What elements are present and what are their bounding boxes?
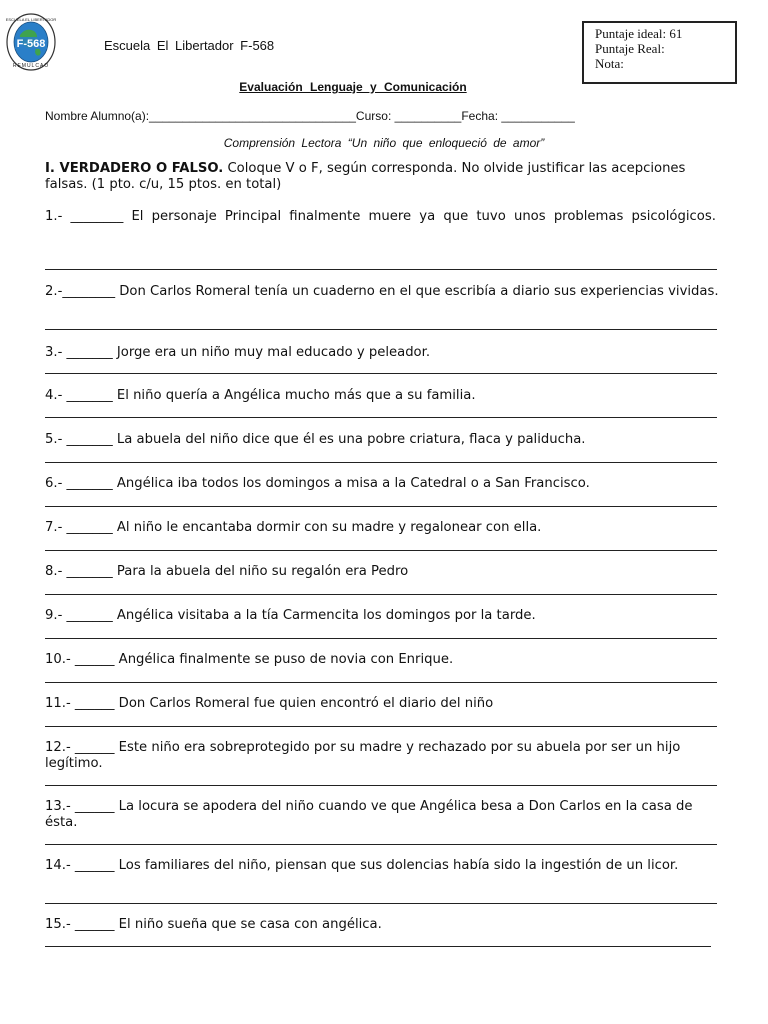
question-3: 3.- _______ Jorge era un niño muy mal educado y peleador. [45,345,431,360]
question-9: 9.- _______ Angélica visitaba a la tía Carmencita los domingos por la tarde. [45,608,536,623]
question-8: 8.- _______ Para la abuela del niño su regalón era Pedro [45,564,409,579]
answer-line-9[interactable] [45,638,717,639]
question-5: 5.- _______ La abuela del niño dice que él es una pobre criatura, flaca y paliducha. [45,432,586,447]
answer-line-6[interactable] [45,506,717,507]
answer-line-2[interactable] [45,329,717,330]
score-nota: Nota: [595,56,624,71]
answer-line-1[interactable] [45,269,717,270]
answer-line-3[interactable] [45,373,717,374]
section-instructions [45,161,725,193]
evaluation-title: Evaluación Lenguaje y Comunicación [239,80,467,94]
section-heading: I. VERDADERO O FALSO. [45,161,224,176]
logo-ring-bottom: REMULCAO [12,63,50,69]
question-4: 4.- _______ El niño quería a Angélica mucho más que a su familia. [45,388,476,403]
answer-line-15[interactable] [45,946,711,947]
answer-line-13[interactable] [45,844,717,845]
logo-ring-top: ESCUELA EL LIBERTADOR [6,17,56,22]
answer-line-8[interactable] [45,594,717,595]
score-ideal: Puntaje ideal: 61 [595,26,683,41]
reading-comprehension-title: Comprensión Lectora “Un niño que enloqueció de amor” [223,136,545,150]
question-6: 6.- _______ Angélica iba todos los domingos a misa a la Catedral o a San Francisco. [45,476,590,491]
question-7: 7.- _______ Al niño le encantaba dormir con su madre y regalonear con ella. [45,520,542,535]
school-name: Escuela El Libertador F-568 [104,38,275,53]
score-box [582,21,737,84]
question-13: 13.- ______ La locura se apodera del niño cuando ve que Angélica besa a Don Carlos en la casa de ésta. [45,799,693,830]
section-instructions-text: Coloque V o F, según corresponda. No olvide justificar las acepciones falsas. (1 pto. c/u, 15 ptos. en total) [45,161,686,192]
answer-line-4[interactable] [45,417,717,418]
question-11: 11.- ______ Don Carlos Romeral fue quien encontró el diario del niño [45,696,494,711]
student-info-line: Nombre Alumno(a):_______________________________Curso: __________Fecha: ___________ [45,109,575,123]
answer-line-10[interactable] [45,682,717,683]
school-logo [6,13,56,71]
question-1: 1.- ________ El personaje Principal finalmente muere ya que tuvo unos problemas psicológicos. [45,209,716,224]
answer-line-12[interactable] [45,785,717,786]
question-10: 10.- ______ Angélica finalmente se puso de novia con Enrique. [45,652,454,667]
question-12: 12.- ______ Este niño era sobreprotegido por su madre y rechazado por su abuela por ser un hijo legítimo. [45,740,681,771]
answer-line-14[interactable] [45,903,717,904]
question-15: 15.- ______ El niño sueña que se casa con angélica. [45,917,382,932]
answer-line-7[interactable] [45,550,717,551]
question-14: 14.- ______ Los familiares del niño, piensan que sus dolencias había sido la ingestión de un licor. [45,858,679,873]
logo-code: F-568 [16,38,46,50]
question-2: 2.-________ Don Carlos Romeral tenía un cuaderno en el que escribía a diario sus experiencias vividas. [45,284,719,299]
answer-line-11[interactable] [45,726,717,727]
answer-line-5[interactable] [45,462,717,463]
score-real: Puntaje Real: [595,41,665,56]
